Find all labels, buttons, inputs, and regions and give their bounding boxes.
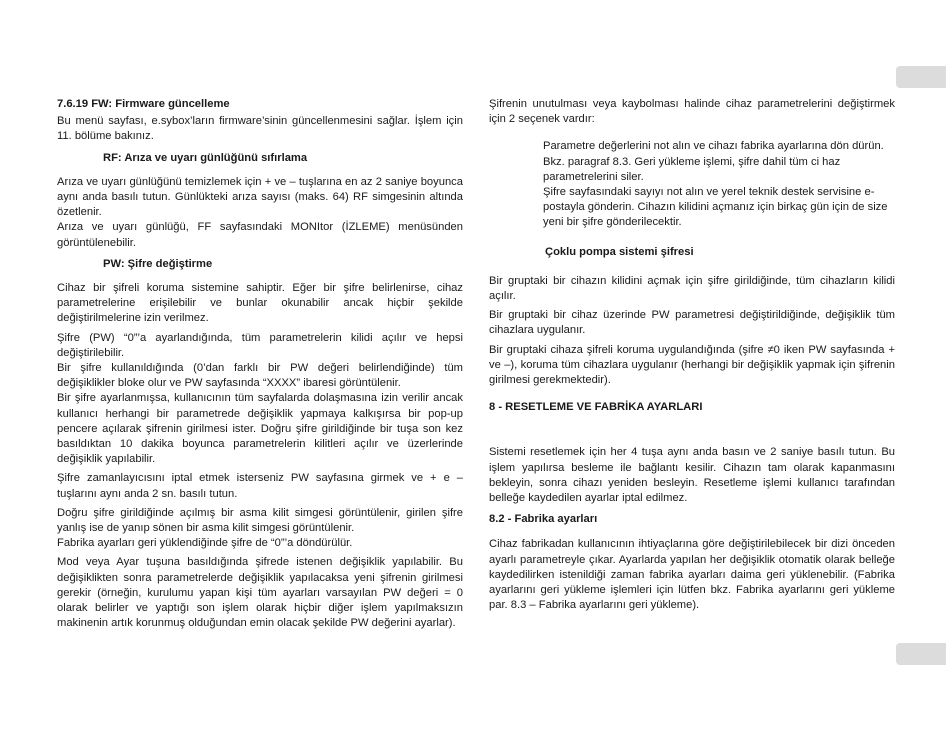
subheading-multi-pump: Çoklu pompa sistemi şifresi bbox=[545, 245, 694, 258]
paragraph: Cihaz bir şifreli koruma sistemine sahiptir. Eğer bir şifre belirlenirse, cihaz parametrelerine erişilebilir ve bunlar okunabilir ancak hiçbir şekilde değiştirilmelerine izin verilmez. bbox=[57, 282, 463, 325]
paragraph: Cihaz fabrikadan kullanıcının ihtiyaçlarına göre değiştirilebilecek bir dizi önceden ayarlı parametreyle çıkar. Ayarlarda yapılan her değişiklik otomatik olarak belleğe kaydedilirken istenildiği zaman fabrika ayarları daima geri yüklenebilir. (Fabrika ayarlarını geri yükleme işlemleri için lütfen bkz. Fabrika ayarlarını geri yükleme par. 8.3 – Fabrika ayarlarını geri yükleme). bbox=[489, 538, 895, 612]
paragraph: Fabrika ayarları geri yüklendiğinde şifre de “0”’a döndürülür. bbox=[57, 537, 353, 550]
paragraph: Şifrenin unutulması veya kaybolması halinde cihaz parametrelerini değiştirmek için 2 seçenek vardır: bbox=[489, 98, 895, 126]
paragraph: Mod veya Ayar tuşuna basıldığında şifrede istenen değişiklik yapılabilir. Bu değişiklikten sonra parametrelerde değişiklik yapılacaksa yeni şifrenin girilmesi gerekir (örneğin, kurulumu yapan kişi tüm ayarları varsayılan PW değeri = 0 olarak belirler ve yaptığı son işlem olarak hiçbir diğer işlem yapılmaksızın makinenin artık korunmuş olduğundan emin olacak şekilde PW değerini ayarlar). bbox=[57, 556, 463, 630]
section-heading-8-2: 8.2 - Fabrika ayarları bbox=[489, 513, 598, 526]
subheading-rf: RF: Arıza ve uyarı günlüğünü sıfırlama bbox=[103, 151, 308, 164]
left-column bbox=[57, 97, 463, 636]
subheading-pw: PW: Şifre değiştirme bbox=[103, 257, 213, 270]
paragraph: Arıza ve uyarı günlüğünü temizlemek için + ve – tuşlarına en az 2 saniye boyunca aynı anda basılı tutun. Günlükteki arıza sayısı (maks. 64) RF simgesinin altında özetlenir. bbox=[57, 175, 463, 219]
paragraph: Bir gruptaki cihaza şifreli koruma uygulandığında (şifre ≠0 iken PW sayfasında + ve –), koruma tüm cihazlara uygulanır (herhangi bir değişiklik yapmak için şifrenin girilmesi gerekmektedir). bbox=[489, 343, 895, 387]
paragraph: Şifre (PW) “0”’a ayarlandığında, tüm parametrelerin kilidi açılır ve hepsi değiştirilebilir. bbox=[57, 331, 463, 359]
paragraph: Şifre zamanlayıcısını iptal etmek isterseniz PW sayfasına girmek ve + e – tuşlarını aynı anda 2 sn. basılı tutun. bbox=[57, 472, 463, 500]
option-paragraph: Parametre değerlerini not alın ve cihazı fabrika ayarlarına dön dürün. Bkz. paragraf 8.3. Geri yükleme işlemi, şifre dahil tüm ci haz parametrelerini siler. bbox=[543, 140, 884, 183]
paragraph: Bir gruptaki bir cihazın kilidini açmak için şifre girildiğinde, tüm cihazların kilidi açılır. bbox=[489, 274, 895, 303]
paragraph: Bir gruptaki bir cihaz üzerinde PW parametresi değiştirildiğinde, değişiklik tüm cihazlara uygulanır. bbox=[489, 309, 895, 337]
paragraph: Arıza ve uyarı günlüğü, FF sayfasındaki MONItor (İZLEME) menüsünden görüntülenebilir. bbox=[57, 221, 463, 249]
section-heading-7-6-19: 7.6.19 FW: Firmware güncelleme bbox=[57, 98, 230, 110]
section-heading-8: 8 - RESETLEME VE FABRİKA AYARLARI bbox=[489, 401, 703, 414]
paragraph: Bir şifre kullanıldığında (0’dan farklı bir PW değeri belirlendiğinde) tüm değişiklikler bloke olur ve PW sayfasında “XXXX” ibaresi görüntülenir. bbox=[57, 362, 463, 390]
page-tab-bottom bbox=[896, 643, 946, 665]
option-paragraph: Şifre sayfasındaki sayıyı not alın ve yerel teknik destek servisine e-postayla gönderin. Cihazın kilidini açmanız için birkaç gün için de size yeni bir şifre gönderilecektir. bbox=[543, 186, 888, 229]
right-column bbox=[489, 97, 895, 617]
paragraph: Sistemi resetlemek için her 4 tuşa aynı anda basın ve 2 saniye basılı tutun. Bu işlem yapılırsa besleme ile bağlantı kesilir. Cihazın tam olarak kapanmasını bekleyin, sonra cihazı yeniden besleyin. Resetleme işlemi kullanıcı tarafından belleğe kaydedilen ayarlar iptal edilmez. bbox=[489, 446, 895, 505]
paragraph: Doğru şifre girildiğinde açılmış bir asma kilit simgesi görüntülenir, girilen şifre yanlış ise de yanıp sönen bir asma kilit simgesi görüntülenir. bbox=[57, 506, 463, 535]
page-tab-top bbox=[896, 66, 946, 88]
paragraph: Bu menü sayfası, e.sybox’ların firmware’sinin güncellenmesini sağlar. İşlem için 11. bölüme bakınız. bbox=[57, 115, 463, 143]
paragraph: Bir şifre ayarlanmışsa, kullanıcının tüm sayfalarda dolaşmasına izin verilir ancak kullanıcı herhangi bir parametrede değişiklik yapmaya kalkışırsa bir pop-up pencere açılarak şifrenin girilmesi ister. Doğru şifre girildiğinde bir tuşa son kez basıldıktan 10 dakika boyunca parametrelerin kilitleri açılır ve üzerlerinde değişiklik yapılabilir. bbox=[57, 392, 463, 466]
